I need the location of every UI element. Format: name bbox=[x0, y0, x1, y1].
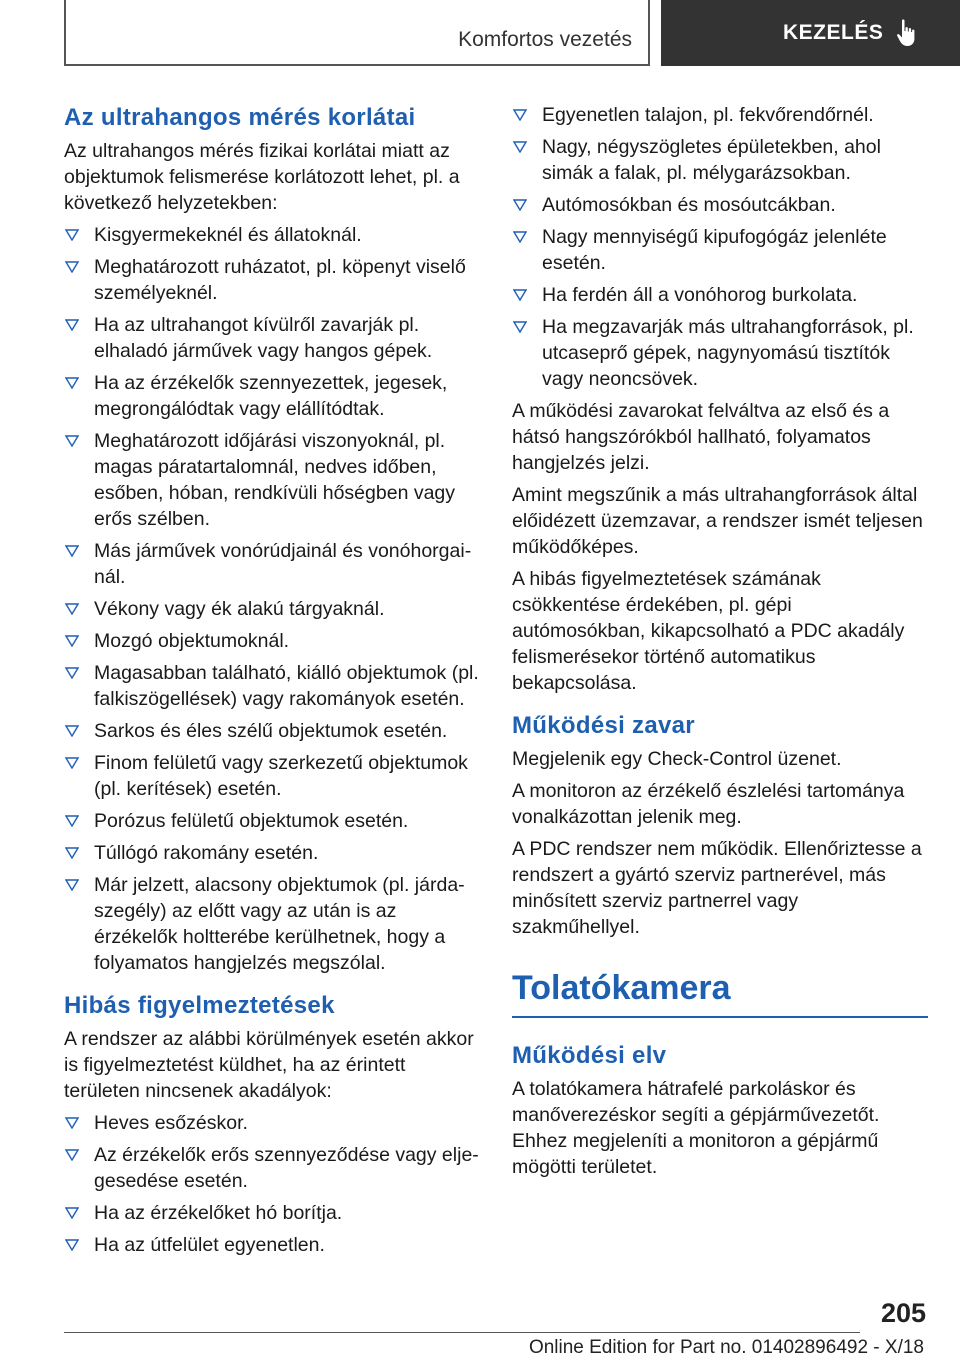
paragraph: Az ultrahangos mérés fizikai korlátai miatt az objektumok felismerése korlátozott lehet, pl. a következő helyzetekben: bbox=[64, 140, 460, 214]
triangle-bullet-icon bbox=[65, 1239, 79, 1251]
chapter-title: KEZELÉS bbox=[783, 21, 884, 44]
triangle-bullet-icon bbox=[513, 141, 527, 153]
footer-divider bbox=[64, 1332, 860, 1333]
paragraph: A monitoron az érzékelő észlelési tartománya vonalkázottan jelenik meg. bbox=[512, 780, 905, 828]
header-frame bbox=[64, 0, 650, 66]
list-item: Meghatározott ruházatot, pl. köpenyt viselő személyeknél. bbox=[64, 254, 480, 306]
paragraph: A működési zavarokat felváltva az első és a hátsó hangszórókból hallható, folyamatos hangjelzés jelzi. bbox=[512, 400, 890, 474]
triangle-bullet-icon bbox=[65, 725, 79, 737]
triangle-bullet-icon bbox=[513, 289, 527, 301]
page-number: 205 bbox=[880, 1298, 926, 1328]
page-header bbox=[0, 0, 960, 66]
header-section-title: Komfortos vezetés bbox=[458, 28, 632, 51]
triangle-bullet-icon bbox=[513, 199, 527, 211]
list-item: Heves esőzéskor. bbox=[64, 1110, 480, 1136]
triangle-bullet-icon bbox=[65, 847, 79, 859]
left-column bbox=[64, 102, 480, 1264]
list-item: Az érzékelők erős szennyeződése vagy eljegesedése esetén. bbox=[64, 1142, 480, 1194]
triangle-bullet-icon bbox=[513, 109, 527, 121]
heading-malfunction: Működési zavar bbox=[512, 712, 695, 739]
triangle-bullet-icon bbox=[65, 545, 79, 557]
list-item: Nagy, négyszögletes épületekben, ahol simák a falak, pl. mélygarázsokban. bbox=[512, 134, 928, 186]
list-item: Sarkos és éles szélű objektumok esetén. bbox=[64, 718, 480, 744]
list-item: Ha ferdén áll a vonóhorog burkolata. bbox=[512, 282, 928, 308]
paragraph: A rendszer az alábbi körülmények esetén akkor is figyelmeztetést küldhet, ha az érintett területen nincsenek akadályok: bbox=[64, 1028, 474, 1102]
triangle-bullet-icon bbox=[65, 667, 79, 679]
triangle-bullet-icon bbox=[65, 635, 79, 647]
list-item: Kisgyermekeknél és állatoknál. bbox=[64, 222, 480, 248]
triangle-bullet-icon bbox=[65, 815, 79, 827]
triangle-bullet-icon bbox=[513, 321, 527, 333]
list-item: Nagy mennyiségű kipufogógáz jelenléte esetén. bbox=[512, 224, 928, 276]
paragraph: A PDC rendszer nem működik. Ellenőriztesse a rendszert a gyártó szerviz partnerével, más minősített szerviz partnerrel vagy szakműhellyel. bbox=[512, 838, 922, 938]
list-item: Túllógó rakomány esetén. bbox=[64, 840, 480, 866]
heading-rear-view-camera: Tolatókamera bbox=[512, 966, 928, 1018]
paragraph: Megjelenik egy Check-Control üzenet. bbox=[512, 748, 842, 770]
list-item: Ha megzavarják más ultrahangforrások, pl. utcaseprő gépek, nagynyomású tisztítók vagy neoncsövek. bbox=[512, 314, 928, 392]
triangle-bullet-icon bbox=[65, 319, 79, 331]
chapter-tab bbox=[661, 0, 960, 66]
triangle-bullet-icon bbox=[65, 435, 79, 447]
heading-ultrasonic-limits: Az ultrahangos mérés korlátai bbox=[64, 104, 416, 131]
heading-false-warnings: Hibás figyelmeztetések bbox=[64, 992, 335, 1019]
triangle-bullet-icon bbox=[65, 261, 79, 273]
false-warnings-list bbox=[64, 1110, 480, 1258]
heading-operating-principle: Működési elv bbox=[512, 1042, 667, 1069]
list-item: Egyenetlen talajon, pl. fekvőrendőrnél. bbox=[512, 102, 928, 128]
false-warnings-list-continued bbox=[512, 102, 928, 392]
paragraph: A tolatókamera hátrafelé parkoláskor és manőverezéskor segíti a gépjárművezetőt. Ehhez megjeleníti a monitoron a gépjármű mögötti területet. bbox=[512, 1078, 880, 1178]
list-item: Már jelzett, alacsony objektumok (pl. járdaszegély) az előtt vagy az után is az érzékelők holtterébe kerülhetnek, hogy a folyamatos hangjelzés megszólal. bbox=[64, 872, 480, 976]
list-item: Ha az ultrahangot kívülről zavarják pl. elhaladó járművek vagy hangos gépek. bbox=[64, 312, 480, 364]
list-item: Ha az útfelület egyenetlen. bbox=[64, 1232, 480, 1258]
list-item: Mozgó objektumoknál. bbox=[64, 628, 480, 654]
list-item: Ha az érzékelőket hó borítja. bbox=[64, 1200, 480, 1226]
footer-edition: Online Edition for Part no. 01402896492 - X/18 bbox=[528, 1337, 924, 1358]
right-column bbox=[512, 102, 928, 1186]
paragraph: Amint megszűnik a más ultrahangforrások által előidézett üzemzavar, a rendszer ismét teljesen működőképes. bbox=[512, 484, 923, 558]
triangle-bullet-icon bbox=[65, 1117, 79, 1129]
list-item: Vékony vagy ék alakú tárgyaknál. bbox=[64, 596, 480, 622]
paragraph: A hibás figyelmeztetések számának csökkentése érdekében, pl. gépi autómosókban, kikapcsolható a PDC akadály felismerésekor történő automatikus bekapcsolása. bbox=[512, 568, 905, 694]
triangle-bullet-icon bbox=[65, 1149, 79, 1161]
triangle-bullet-icon bbox=[65, 879, 79, 891]
pointing-hand-icon bbox=[895, 18, 921, 48]
list-item: Porózus felületű objektumok esetén. bbox=[64, 808, 480, 834]
limits-list bbox=[64, 222, 480, 976]
list-item: Más járművek vonórúdjainál és vonóhorgainál. bbox=[64, 538, 480, 590]
triangle-bullet-icon bbox=[65, 377, 79, 389]
list-item: Autómosókban és mosóutcákban. bbox=[512, 192, 928, 218]
list-item: Meghatározott időjárási viszonyoknál, pl. magas páratartalomnál, nedves időben, esőben, hóban, rendkívüli hőségben vagy erős szélben. bbox=[64, 428, 480, 532]
triangle-bullet-icon bbox=[65, 1207, 79, 1219]
triangle-bullet-icon bbox=[65, 229, 79, 241]
list-item: Finom felületű vagy szerkezetű objektumok (pl. kerítések) esetén. bbox=[64, 750, 480, 802]
triangle-bullet-icon bbox=[513, 231, 527, 243]
list-item: Ha az érzékelők szennyezettek, jegesek, megrongálódtak vagy elállítódtak. bbox=[64, 370, 480, 422]
triangle-bullet-icon bbox=[65, 603, 79, 615]
list-item: Magasabban található, kiálló objektumok (pl. falkiszögellések) vagy rakományok esetén. bbox=[64, 660, 480, 712]
triangle-bullet-icon bbox=[65, 757, 79, 769]
